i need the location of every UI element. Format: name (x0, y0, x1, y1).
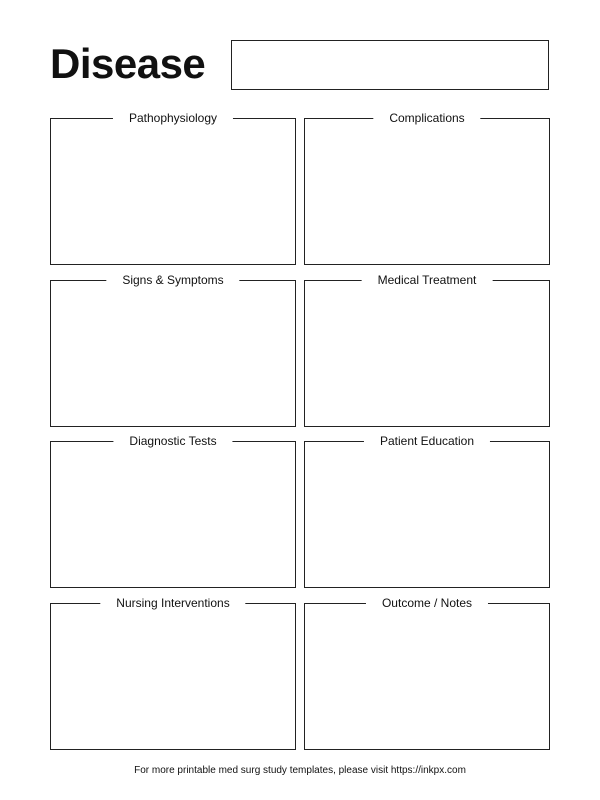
section-label: Nursing Interventions (100, 596, 245, 610)
section-label: Diagnostic Tests (113, 434, 232, 448)
pathophysiology-box[interactable] (50, 111, 296, 265)
disease-name-field[interactable] (231, 40, 549, 90)
signs-symptoms-box[interactable] (50, 273, 296, 427)
complications-box[interactable] (304, 111, 550, 265)
medical-treatment-box[interactable] (304, 273, 550, 427)
page-title: Disease (50, 40, 206, 87)
section-label: Pathophysiology (113, 111, 233, 125)
section-label: Medical Treatment (362, 273, 493, 287)
nursing-interventions-box[interactable] (50, 596, 296, 750)
diagnostic-tests-box[interactable] (50, 434, 296, 588)
section-label: Patient Education (364, 434, 490, 448)
patient-education-box[interactable] (304, 434, 550, 588)
section-label: Signs & Symptoms (106, 273, 239, 287)
outcome-notes-box[interactable] (304, 596, 550, 750)
section-label: Complications (373, 111, 480, 125)
section-label: Outcome / Notes (366, 596, 488, 610)
footer-text: For more printable med surg study templates, please visit https://inkpx.com (134, 765, 466, 776)
